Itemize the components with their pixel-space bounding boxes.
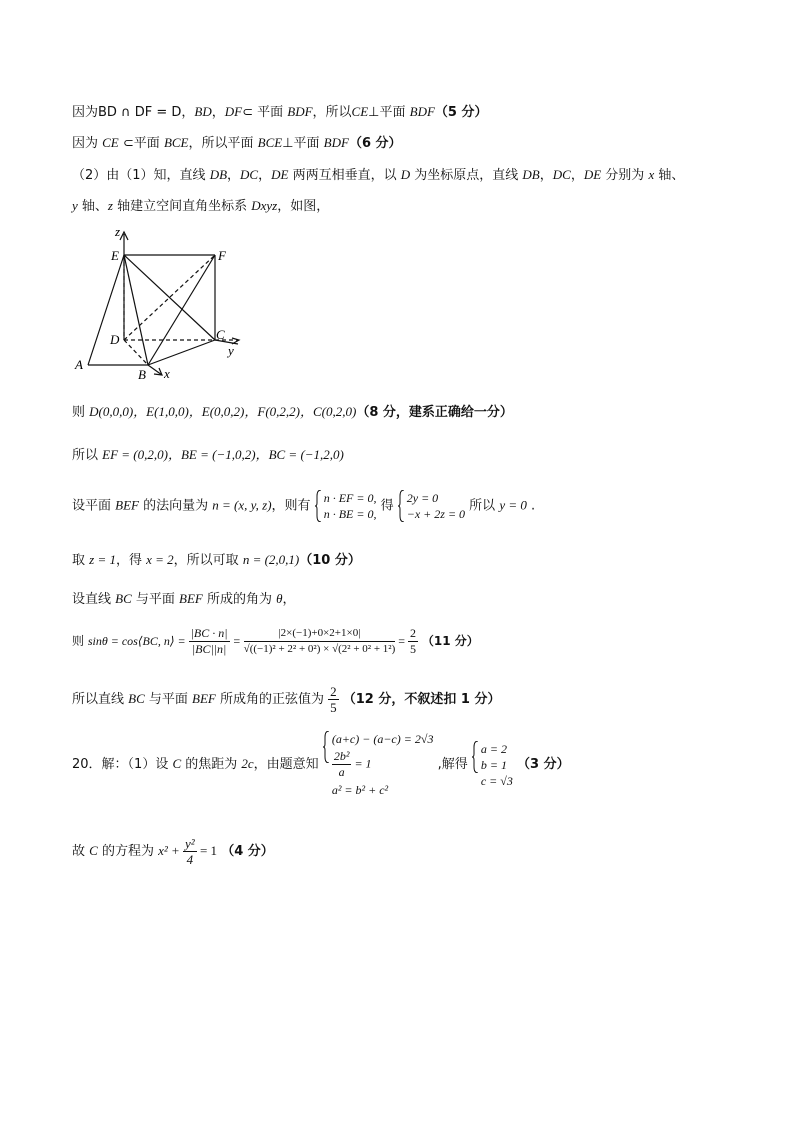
numerator: |2×(−1)+0×2+1×0| <box>244 626 396 642</box>
math-seg: θ <box>276 591 283 606</box>
math-seg: BDF <box>287 104 313 119</box>
text-seg: 设平面 <box>72 498 116 514</box>
numerator: |BC · n| <box>190 626 228 640</box>
cube-figure <box>70 222 270 382</box>
brace-icon <box>315 490 322 522</box>
equation-row: 2y = 0 <box>406 491 439 505</box>
math-seg: DC <box>552 167 571 182</box>
text-seg: 分别为 <box>601 168 649 183</box>
score-mark: （4 分） <box>221 844 274 859</box>
math-seg: = <box>395 634 409 648</box>
score-mark: （12 分，不叙述扣 1 分） <box>342 692 501 707</box>
equation-row: a = 2 <box>480 741 507 756</box>
math-seg: BEF <box>192 691 216 706</box>
text-seg: 故 <box>72 844 90 859</box>
text-seg: ， <box>211 105 225 120</box>
text-seg: ，所以 <box>312 105 352 120</box>
math-seg: DC <box>240 167 259 182</box>
text-seg: ， <box>227 168 241 183</box>
equation-row: n · BE = 0, <box>323 507 377 521</box>
math-seg: BEF <box>179 591 203 606</box>
math-seg: sinθ = cos⟨BC, n⟩ = <box>87 634 189 648</box>
text-seg: ，所以平面 <box>188 136 258 151</box>
text-line-13 <box>72 836 274 867</box>
text-seg: 所以 <box>72 448 103 463</box>
text-line-1 <box>72 103 488 122</box>
math-seg: CE <box>102 135 119 150</box>
math-seg: x² + <box>158 843 184 858</box>
label-y: y <box>228 343 234 358</box>
text-seg: 为坐标原点，直线 <box>410 168 523 183</box>
edge-BE <box>124 255 148 365</box>
equation-row: −x + 2z = 0 <box>406 507 466 521</box>
equation-system-1 <box>315 490 377 522</box>
score-mark: （6 分） <box>348 136 402 151</box>
math-seg: z <box>107 198 113 213</box>
equation-system-3 <box>323 731 434 798</box>
text-line-7 <box>72 490 535 522</box>
label-C: C <box>216 327 225 342</box>
numerator: y² <box>185 836 195 851</box>
numerator: 2 <box>330 684 337 699</box>
math-seg: DB <box>522 167 540 182</box>
math-seg: BC <box>128 691 145 706</box>
text-seg: 与平面 <box>131 592 180 607</box>
text-seg: ，所以可取 <box>173 553 243 568</box>
math-seg: BC <box>115 591 132 606</box>
text-seg: ⊂平面 <box>118 136 164 151</box>
denominator: 5 <box>410 642 417 656</box>
text-line-12 <box>72 731 570 798</box>
label-F: F <box>218 248 226 263</box>
text-seg: ， <box>282 592 296 607</box>
edge-BF <box>148 255 215 365</box>
text-seg: 所以直线 <box>72 692 129 707</box>
label-A: A <box>75 357 83 372</box>
text-seg: 的方程为 <box>97 844 159 859</box>
fraction <box>332 749 352 780</box>
text-line-8 <box>72 551 361 570</box>
text-line-10 <box>72 626 479 657</box>
text-line-2 <box>72 134 402 153</box>
text-seg: ， <box>570 168 584 183</box>
edge-BC <box>148 340 215 365</box>
equation-system-2 <box>398 490 465 522</box>
label-D: D <box>110 332 120 347</box>
denominator: √((−1)² + 2² + 0²) × √(2² + 0² + 1²) <box>243 643 396 655</box>
score-mark: （11 分） <box>421 634 479 648</box>
denominator: 5 <box>330 700 337 715</box>
text-seg: ，则有 <box>271 498 311 514</box>
text-line-3 <box>72 166 684 185</box>
math-seg: BE = (−1,0,2)， <box>180 447 269 462</box>
math-seg: D(0,0,0)，E(1,0,0)，E(0,0,2)，F(0,2,2)，C(0,2,0) <box>89 404 357 419</box>
equation-row: (a+c) − (a−c) = 2√3 <box>331 732 434 746</box>
math-seg: DF <box>224 104 243 119</box>
math-seg: 2c <box>241 756 254 771</box>
text-seg: 得 <box>376 498 394 514</box>
text-seg: 所以 <box>465 498 500 514</box>
text-seg: ， <box>258 168 272 183</box>
text-seg: 两两互相垂直，以 <box>288 168 401 183</box>
score-mark: （5 分） <box>434 105 488 120</box>
text-seg: ,解得 <box>433 757 468 772</box>
math-seg: DE <box>583 167 602 182</box>
math-seg: BCE <box>257 135 283 150</box>
edge-DB <box>124 340 148 365</box>
math-seg: EF = (0,2,0)， <box>102 447 181 462</box>
equation-row: b = 1 <box>480 757 507 772</box>
math-seg: C <box>172 756 182 771</box>
text-seg: . <box>526 498 536 514</box>
text-seg: ，得 <box>115 553 147 568</box>
math-seg: BDF <box>409 104 435 119</box>
equation-row <box>332 749 434 780</box>
math-seg: BD <box>194 104 212 119</box>
math-seg: n = (x, y, z) <box>212 497 272 513</box>
math-seg: = 1 <box>196 843 218 858</box>
label-B: B <box>138 367 146 382</box>
brace-icon <box>472 741 479 773</box>
text-seg: 因为 <box>72 136 103 151</box>
text-seg: （2）由（1）知，直线 <box>72 168 210 183</box>
text-line-11 <box>72 684 500 715</box>
text-seg: 的焦距为 <box>181 757 242 772</box>
math-seg: = <box>229 634 244 648</box>
edge-AE <box>88 255 124 365</box>
numerator: 2 <box>410 626 417 640</box>
text-seg: 轴、 <box>77 199 108 214</box>
fraction <box>244 626 396 657</box>
brace-icon <box>398 490 405 522</box>
text-seg: ， <box>539 168 553 183</box>
math-seg: n = (2,0,1) <box>242 552 300 567</box>
denominator: |BC||n| <box>191 642 227 656</box>
equation-row: a² = b² + c² <box>331 783 389 797</box>
label-E: E <box>111 248 119 263</box>
fraction <box>408 626 418 657</box>
math-seg: DB <box>209 167 228 182</box>
text-seg: 因为BD ∩ DF = D， <box>72 105 195 120</box>
text-line-6 <box>72 446 344 465</box>
fraction <box>328 684 339 715</box>
text-seg: 取 <box>72 553 90 568</box>
fraction <box>189 626 230 657</box>
math-seg: D <box>400 167 411 182</box>
denominator: a <box>338 765 345 779</box>
math-seg: BEF <box>115 497 139 513</box>
text-seg: 轴建立空间直角坐标系 <box>112 199 252 214</box>
text-seg: ⊂ 平面 <box>242 105 288 120</box>
math-seg: z = 1 <box>89 552 116 567</box>
math-seg: Dxyz <box>251 198 278 213</box>
text-seg: 则 <box>72 405 90 420</box>
math-seg: y <box>72 198 78 213</box>
text-seg: 20．解：（1）设 <box>72 757 173 772</box>
text-seg: ⊥平面 <box>282 136 324 151</box>
fraction <box>183 836 197 867</box>
equation-row: c = √3 <box>480 773 513 788</box>
math-seg: C <box>89 843 98 858</box>
text-line-5 <box>72 403 513 422</box>
math-seg: BC = (−1,2,0) <box>268 447 344 462</box>
text-seg: 设直线 <box>72 592 116 607</box>
brace-icon <box>323 731 330 763</box>
text-line-4 <box>72 197 329 216</box>
math-seg: y = 0 <box>499 497 527 513</box>
math-seg: DE <box>271 167 289 182</box>
label-z: z <box>115 224 121 239</box>
text-seg: 所成角的正弦值为 <box>215 692 329 707</box>
math-seg: BCE <box>163 135 189 150</box>
text-line-9 <box>72 590 296 609</box>
text-seg: 与平面 <box>144 692 193 707</box>
text-seg: ⊥平面 <box>368 105 410 120</box>
numerator: 2b² <box>333 749 350 763</box>
equation-system-4 <box>472 741 513 789</box>
label-x: x <box>164 366 170 381</box>
denominator: 4 <box>186 852 194 867</box>
math-seg: BDF <box>323 135 349 150</box>
text-seg: ，如图， <box>277 199 330 214</box>
math-seg: x <box>648 167 655 182</box>
score-mark: （3 分） <box>517 757 570 772</box>
text-seg: 的法向量为 <box>138 498 213 514</box>
equation-row: n · EF = 0, <box>323 491 377 505</box>
text-seg: 轴、 <box>654 168 685 183</box>
math-seg: x = 2 <box>146 552 174 567</box>
text-seg: 则 <box>72 634 88 648</box>
math-seg: = 1 <box>351 756 372 771</box>
text-seg: ，由题意知 <box>253 757 319 772</box>
math-seg: CE <box>351 104 369 119</box>
score-mark: （10 分） <box>299 553 361 568</box>
score-mark: （8 分，建系正确给一分） <box>356 405 513 420</box>
text-seg: 所成的角为 <box>202 592 277 607</box>
